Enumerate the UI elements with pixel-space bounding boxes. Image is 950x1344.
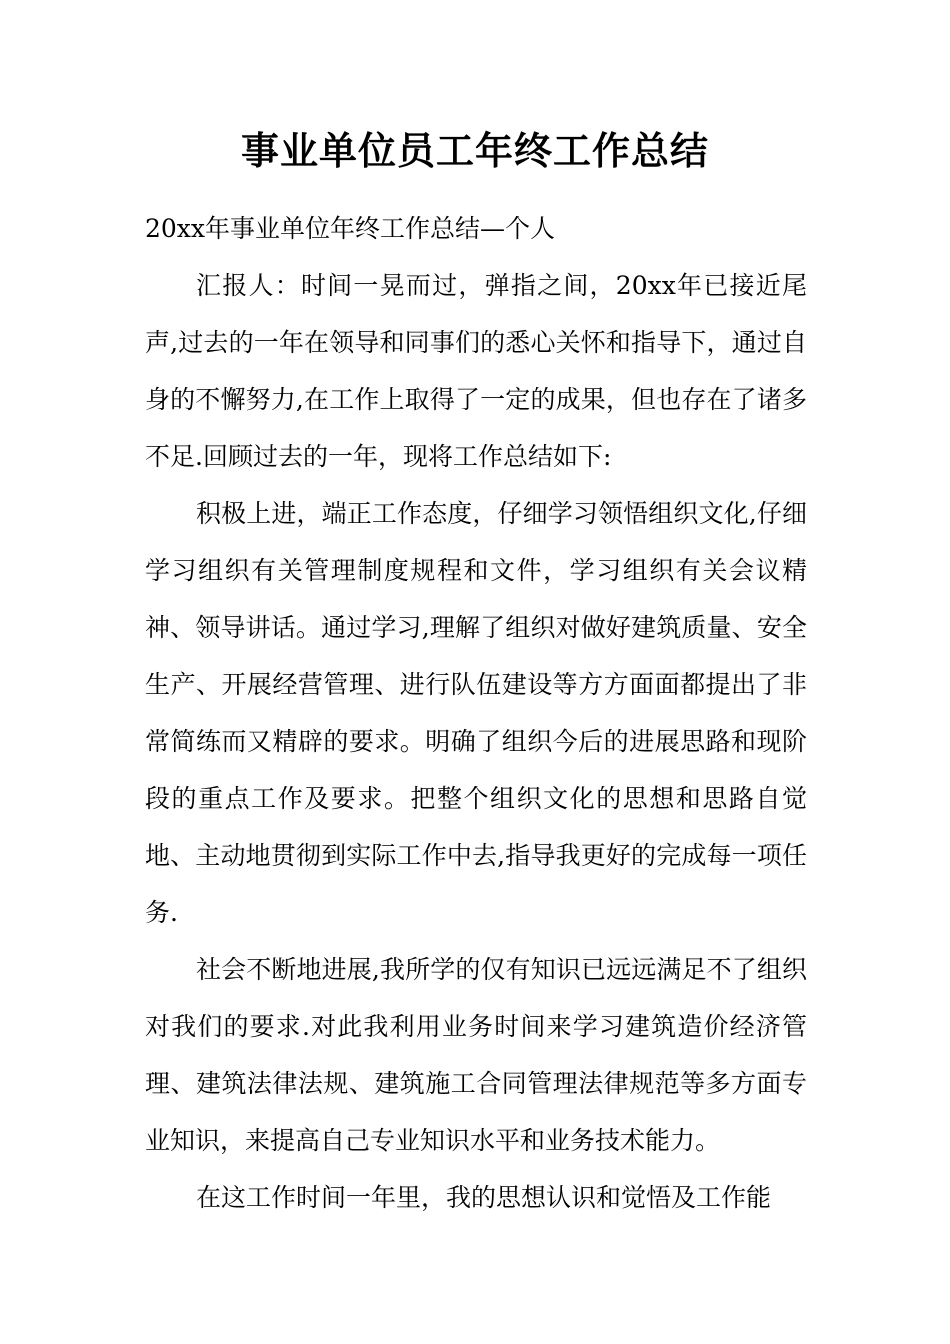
paragraph-report-intro: 汇报人：时间一晃而过，弹指之间，20xx年已接近尾声,过去的一年在领导和同事们的悉心关怀和指导下，通过自身的不懈努力,在工作上取得了一定的成果，但也存在了诸多不足.回顾过去的一年，现将工作总结如下:: [145, 271, 807, 471]
paragraph-professional-study: 社会不断地进展,我所学的仅有知识已远远满足不了组织对我们的要求.对此我利用业务时间来学习建筑造价经济管理、建筑法律法规、建筑施工合同管理法律规范等多方面专业知识，来提高自己专业知识水平和业务技术能力。: [145, 955, 807, 1155]
document-body: [145, 200, 807, 1226]
document-title: 事业单位员工年终工作总结: [240, 129, 709, 173]
paragraph-work-attitude: 积极上进，端正工作态度，仔细学习领悟组织文化,仔细学习组织有关管理制度规程和文件，学习组织有关会议精神、领导讲话。通过学习,理解了组织对做好建筑质量、安全生产、开展经营管理、进行队伍建设等方方面面都提出了非常简练而又精辟的要求。明确了组织今后的进展思路和现阶段的重点工作及要求。把整个组织文化的思想和思路自觉地、主动地贯彻到实际工作中去,指导我更好的完成每一项任务.: [145, 499, 807, 927]
document-subtitle: 20xx年事业单位年终工作总结—个人: [145, 214, 556, 243]
paragraph-this-year: 在这工作时间一年里，我的思想认识和觉悟及工作能: [196, 1183, 772, 1212]
